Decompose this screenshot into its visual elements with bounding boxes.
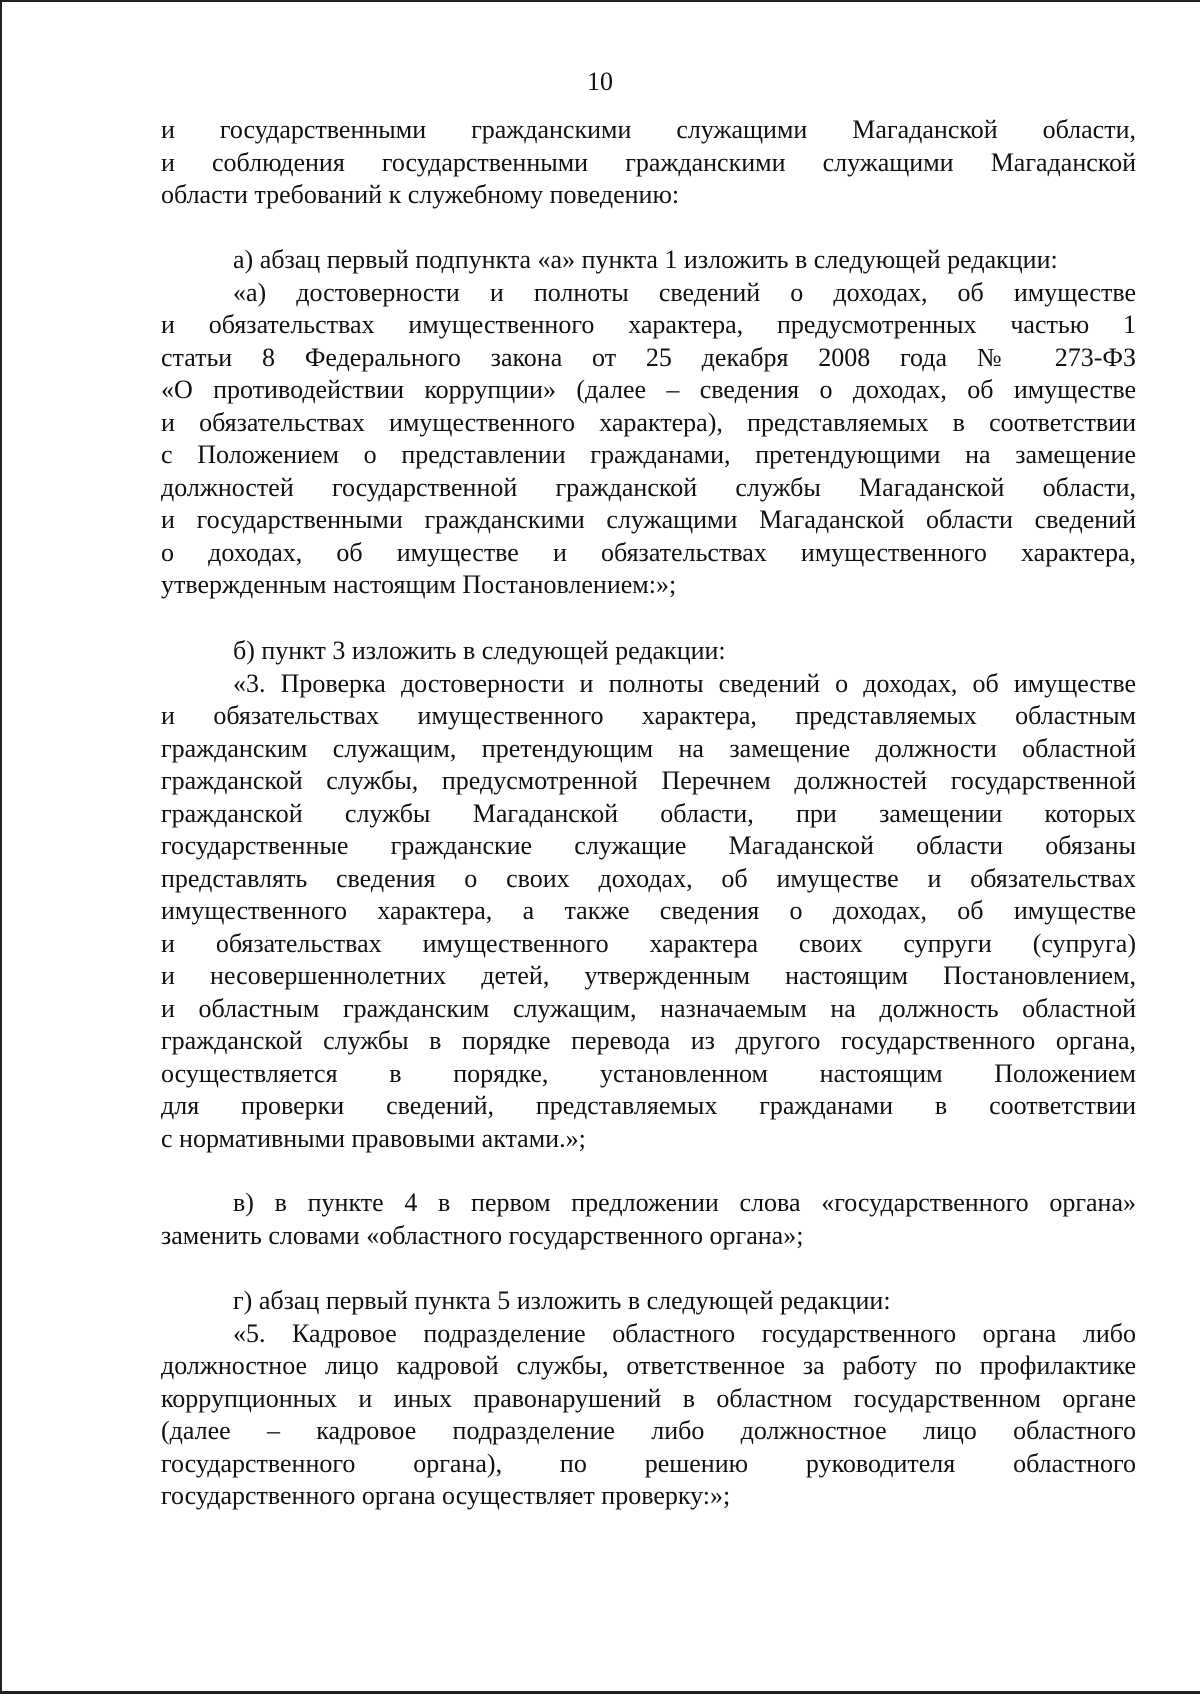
text-line: для проверки сведений, представляемых гражданами в соответствии: [161, 1091, 1136, 1120]
text-line: должностное лицо кадровой службы, ответственное за работу по профилактике: [161, 1351, 1136, 1380]
text-line: и обязательствах имущественного характера своих супруги (супруга): [161, 928, 1136, 958]
text-line: должностей государственной гражданской службы Магаданской области,: [161, 472, 1136, 502]
text-line: и обязательствах имущественного характера, представляемых областным: [161, 701, 1136, 730]
text-line: государственного органа), по решению руководителя областного: [161, 1448, 1136, 1478]
item-g: [161, 1285, 1136, 1513]
item-b-heading: б) пункт 3 изложить в следующей редакции:: [233, 636, 726, 665]
item-v: [161, 1187, 1136, 1252]
text-line: в) в пункте 4 в первом предложении слова «государственного органа»: [233, 1188, 1136, 1217]
item-g-heading: г) абзац первый пункта 5 изложить в следующей редакции:: [233, 1286, 891, 1315]
text-line: коррупционных и иных правонарушений в областном государственном органе: [161, 1383, 1136, 1413]
scan-edge-top: [0, 0, 1200, 2]
text-line: «5. Кадровое подразделение областного государственного органа либо: [233, 1318, 1136, 1348]
text-line: с нормативными правовыми актами.»;: [161, 1123, 586, 1153]
text-line: о доходах, об имуществе и обязательствах имущественного характера,: [161, 537, 1136, 567]
text-line: и государственными гражданскими служащими Магаданской области,: [161, 115, 1136, 144]
text-line: и областным гражданским служащим, назначаемым на должность областной: [161, 993, 1136, 1023]
text-line: «3. Проверка достоверности и полноты сведений о доходах, об имуществе: [233, 668, 1136, 698]
text-line: и соблюдения государственными гражданскими служащими Магаданской: [161, 147, 1136, 177]
text-line: «а) достоверности и полноты сведений о доходах, об имуществе: [233, 277, 1136, 307]
text-line: гражданским служащим, претендующим на замещение должности областной: [161, 733, 1136, 763]
text-line: статьи 8 Федерального закона от 25 декабря 2008 года № 273-ФЗ: [161, 342, 1136, 372]
text-line: и обязательствах имущественного характера, предусмотренных частью 1: [161, 310, 1136, 339]
text-line: гражданской службы Магаданской области, при замещении которых: [161, 798, 1136, 828]
text-line: и государственными гражданскими служащими Магаданской области сведений: [161, 505, 1136, 534]
text-line: «О противодействии коррупции» (далее – сведения о доходах, об имуществе: [161, 375, 1136, 404]
item-b: [161, 635, 1136, 1155]
scan-edge-left: [0, 0, 2, 1694]
page-number: 10: [587, 67, 613, 96]
text-line: государственного органа осуществляет проверку:»;: [161, 1481, 731, 1510]
text-line: гражданской службы, предусмотренной Перечнем должностей государственной: [161, 766, 1136, 795]
intro-paragraph: [161, 114, 1136, 212]
text-line: утвержденным настоящим Постановлением:»;: [161, 570, 677, 599]
text-line: и несовершеннолетних детей, утвержденным настоящим Постановлением,: [161, 961, 1136, 990]
text-line: осуществляется в порядке, установленном настоящим Положением: [161, 1058, 1136, 1088]
text-line: заменить словами «областного государственного органа»;: [161, 1220, 804, 1250]
text-line: государственные гражданские служащие Магаданской области обязаны: [161, 831, 1136, 860]
text-line: имущественного характера, а также сведения о доходах, об имуществе: [161, 896, 1136, 925]
text-line: и обязательствах имущественного характера), представляемых в соответствии: [161, 407, 1136, 437]
text-line: гражданской службы в порядке перевода из другого государственного органа,: [161, 1026, 1136, 1055]
text-line: с Положением о представлении гражданами, претендующими на замещение: [161, 440, 1136, 469]
text-line: (далее – кадровое подразделение либо должностное лицо областного: [161, 1416, 1136, 1445]
item-a-heading: а) абзац первый подпункта «а» пункта 1 изложить в следующей редакции:: [233, 245, 1058, 274]
text-line: области требований к служебному поведению:: [161, 180, 680, 209]
item-a: [161, 244, 1136, 602]
text-line: представлять сведения о своих доходах, об имуществе и обязательствах: [161, 863, 1136, 893]
